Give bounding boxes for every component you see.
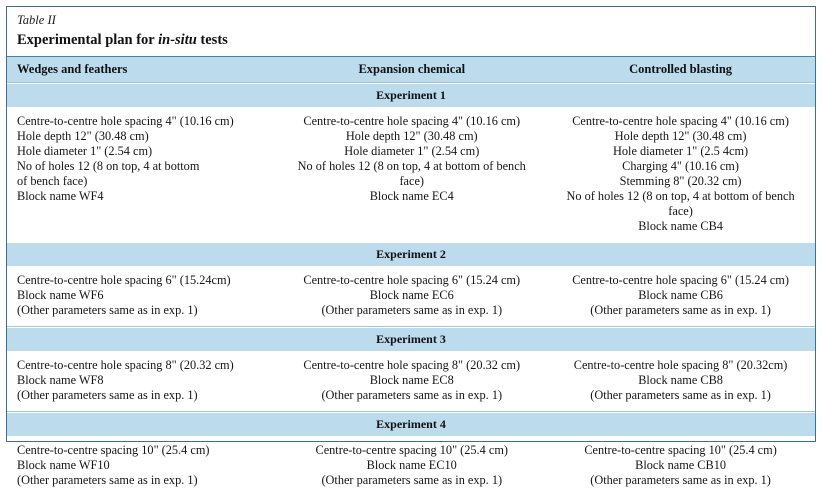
experiment-label-2: Experiment 2 xyxy=(7,243,815,267)
cell-line: Centre-to-centre hole spacing 6" (15.24 cm) xyxy=(554,273,807,288)
experiment-band-4 xyxy=(7,413,815,437)
table-title xyxy=(7,30,815,56)
cell-line: Block name WF10 xyxy=(17,458,269,473)
cell-line: Hole depth 12" (30.48 cm) xyxy=(285,129,538,144)
cell-line: No of holes 12 (8 on top, 4 at bottom of bench face) xyxy=(285,159,538,189)
cell-line: (Other parameters same as in exp. 1) xyxy=(285,388,538,403)
cell-line: Block name WF8 xyxy=(17,373,269,388)
cell-line: Block name WF4 xyxy=(17,189,269,204)
cell-line: Centre-to-centre spacing 10" (25.4 cm) xyxy=(554,443,807,458)
cell-line: No of holes 12 (8 on top, 4 at bottom of bench face) xyxy=(554,189,807,219)
cell-line: No of holes 12 (8 on top, 4 at bottom xyxy=(17,159,269,174)
cell-line: Centre-to-centre hole spacing 4" (10.16 cm) xyxy=(17,114,269,129)
cell-line: (Other parameters same as in exp. 1) xyxy=(285,473,538,488)
cell-line: (Other parameters same as in exp. 1) xyxy=(285,303,538,318)
table-title-part-1: Experimental plan for xyxy=(17,32,158,48)
cell-exp3-expansion xyxy=(277,352,546,412)
table-row xyxy=(7,437,815,496)
cell-line: Block name WF6 xyxy=(17,288,269,303)
cell-line: Block name CB8 xyxy=(554,373,807,388)
cell-line: Charging 4" (10.16 cm) xyxy=(554,159,807,174)
table-row xyxy=(7,267,815,327)
cell-line: Hole diameter 1" (2.5 4cm) xyxy=(554,144,807,159)
cell-line: Centre-to-centre hole spacing 4" (10.16 cm) xyxy=(554,114,807,129)
cell-line: Block name EC10 xyxy=(285,458,538,473)
cell-line: Centre-to-centre hole spacing 8" (20.32 cm) xyxy=(285,358,538,373)
cell-line: Hole diameter 1" (2.54 cm) xyxy=(285,144,538,159)
cell-line: of bench face) xyxy=(17,174,269,189)
cell-exp3-blasting xyxy=(546,352,815,412)
cell-exp2-blasting xyxy=(546,267,815,327)
experiment-label-3: Experiment 3 xyxy=(7,328,815,352)
table-row xyxy=(7,108,815,243)
cell-line: Block name CB10 xyxy=(554,458,807,473)
experiment-label-4: Experiment 4 xyxy=(7,413,815,437)
table-title-part-2: tests xyxy=(197,32,228,48)
cell-line: Centre-to-centre hole spacing 8" (20.32 cm) xyxy=(17,358,269,373)
column-header-wedges-and-feathers: Wedges and feathers xyxy=(7,57,277,82)
cell-exp1-wedges xyxy=(7,108,277,243)
cell-exp4-wedges xyxy=(7,437,277,496)
cell-line: Stemming 8" (20.32 cm) xyxy=(554,174,807,189)
cell-line: Hole depth 12" (30.48 cm) xyxy=(554,129,807,144)
experiment-band-3 xyxy=(7,328,815,352)
cell-line: (Other parameters same as in exp. 1) xyxy=(17,303,269,318)
cell-line: Centre-to-centre hole spacing 4" (10.16 cm) xyxy=(285,114,538,129)
table-row xyxy=(7,352,815,412)
cell-line: Block name CB6 xyxy=(554,288,807,303)
experimental-plan-table xyxy=(7,57,815,496)
table-header-row xyxy=(7,57,815,82)
cell-line: Centre-to-centre hole spacing 6" (15.24cm) xyxy=(17,273,269,288)
cell-line: (Other parameters same as in exp. 1) xyxy=(554,473,807,488)
column-header-expansion-chemical: Expansion chemical xyxy=(277,57,546,82)
cell-exp2-wedges xyxy=(7,267,277,327)
cell-line: Centre-to-centre hole spacing 6" (15.24 cm) xyxy=(285,273,538,288)
table-ii xyxy=(6,6,816,442)
cell-line: (Other parameters same as in exp. 1) xyxy=(17,473,269,488)
cell-line: (Other parameters same as in exp. 1) xyxy=(554,388,807,403)
cell-exp3-wedges xyxy=(7,352,277,412)
cell-line: Centre-to-centre spacing 10" (25.4 cm) xyxy=(285,443,538,458)
cell-exp4-blasting xyxy=(546,437,815,496)
cell-line: (Other parameters same as in exp. 1) xyxy=(554,303,807,318)
column-header-controlled-blasting: Controlled blasting xyxy=(546,57,815,82)
cell-line: Hole diameter 1" (2.54 cm) xyxy=(17,144,269,159)
experiment-band-1 xyxy=(7,84,815,108)
experiment-band-2 xyxy=(7,243,815,267)
cell-line: Block name EC4 xyxy=(285,189,538,204)
cell-line: Centre-to-centre spacing 10" (25.4 cm) xyxy=(17,443,269,458)
cell-line: (Other parameters same as in exp. 1) xyxy=(17,388,269,403)
experiment-label-1: Experiment 1 xyxy=(7,84,815,108)
cell-line: Block name EC8 xyxy=(285,373,538,388)
cell-line: Hole depth 12" (30.48 cm) xyxy=(17,129,269,144)
cell-exp1-expansion xyxy=(277,108,546,243)
cell-line: Block name EC6 xyxy=(285,288,538,303)
cell-exp4-expansion xyxy=(277,437,546,496)
table-number: Table II xyxy=(7,7,815,30)
cell-line: Block name CB4 xyxy=(554,219,807,234)
table-title-italic: in-situ xyxy=(158,32,197,48)
cell-exp1-blasting xyxy=(546,108,815,243)
cell-line: Centre-to-centre hole spacing 8" (20.32cm) xyxy=(554,358,807,373)
cell-exp2-expansion xyxy=(277,267,546,327)
